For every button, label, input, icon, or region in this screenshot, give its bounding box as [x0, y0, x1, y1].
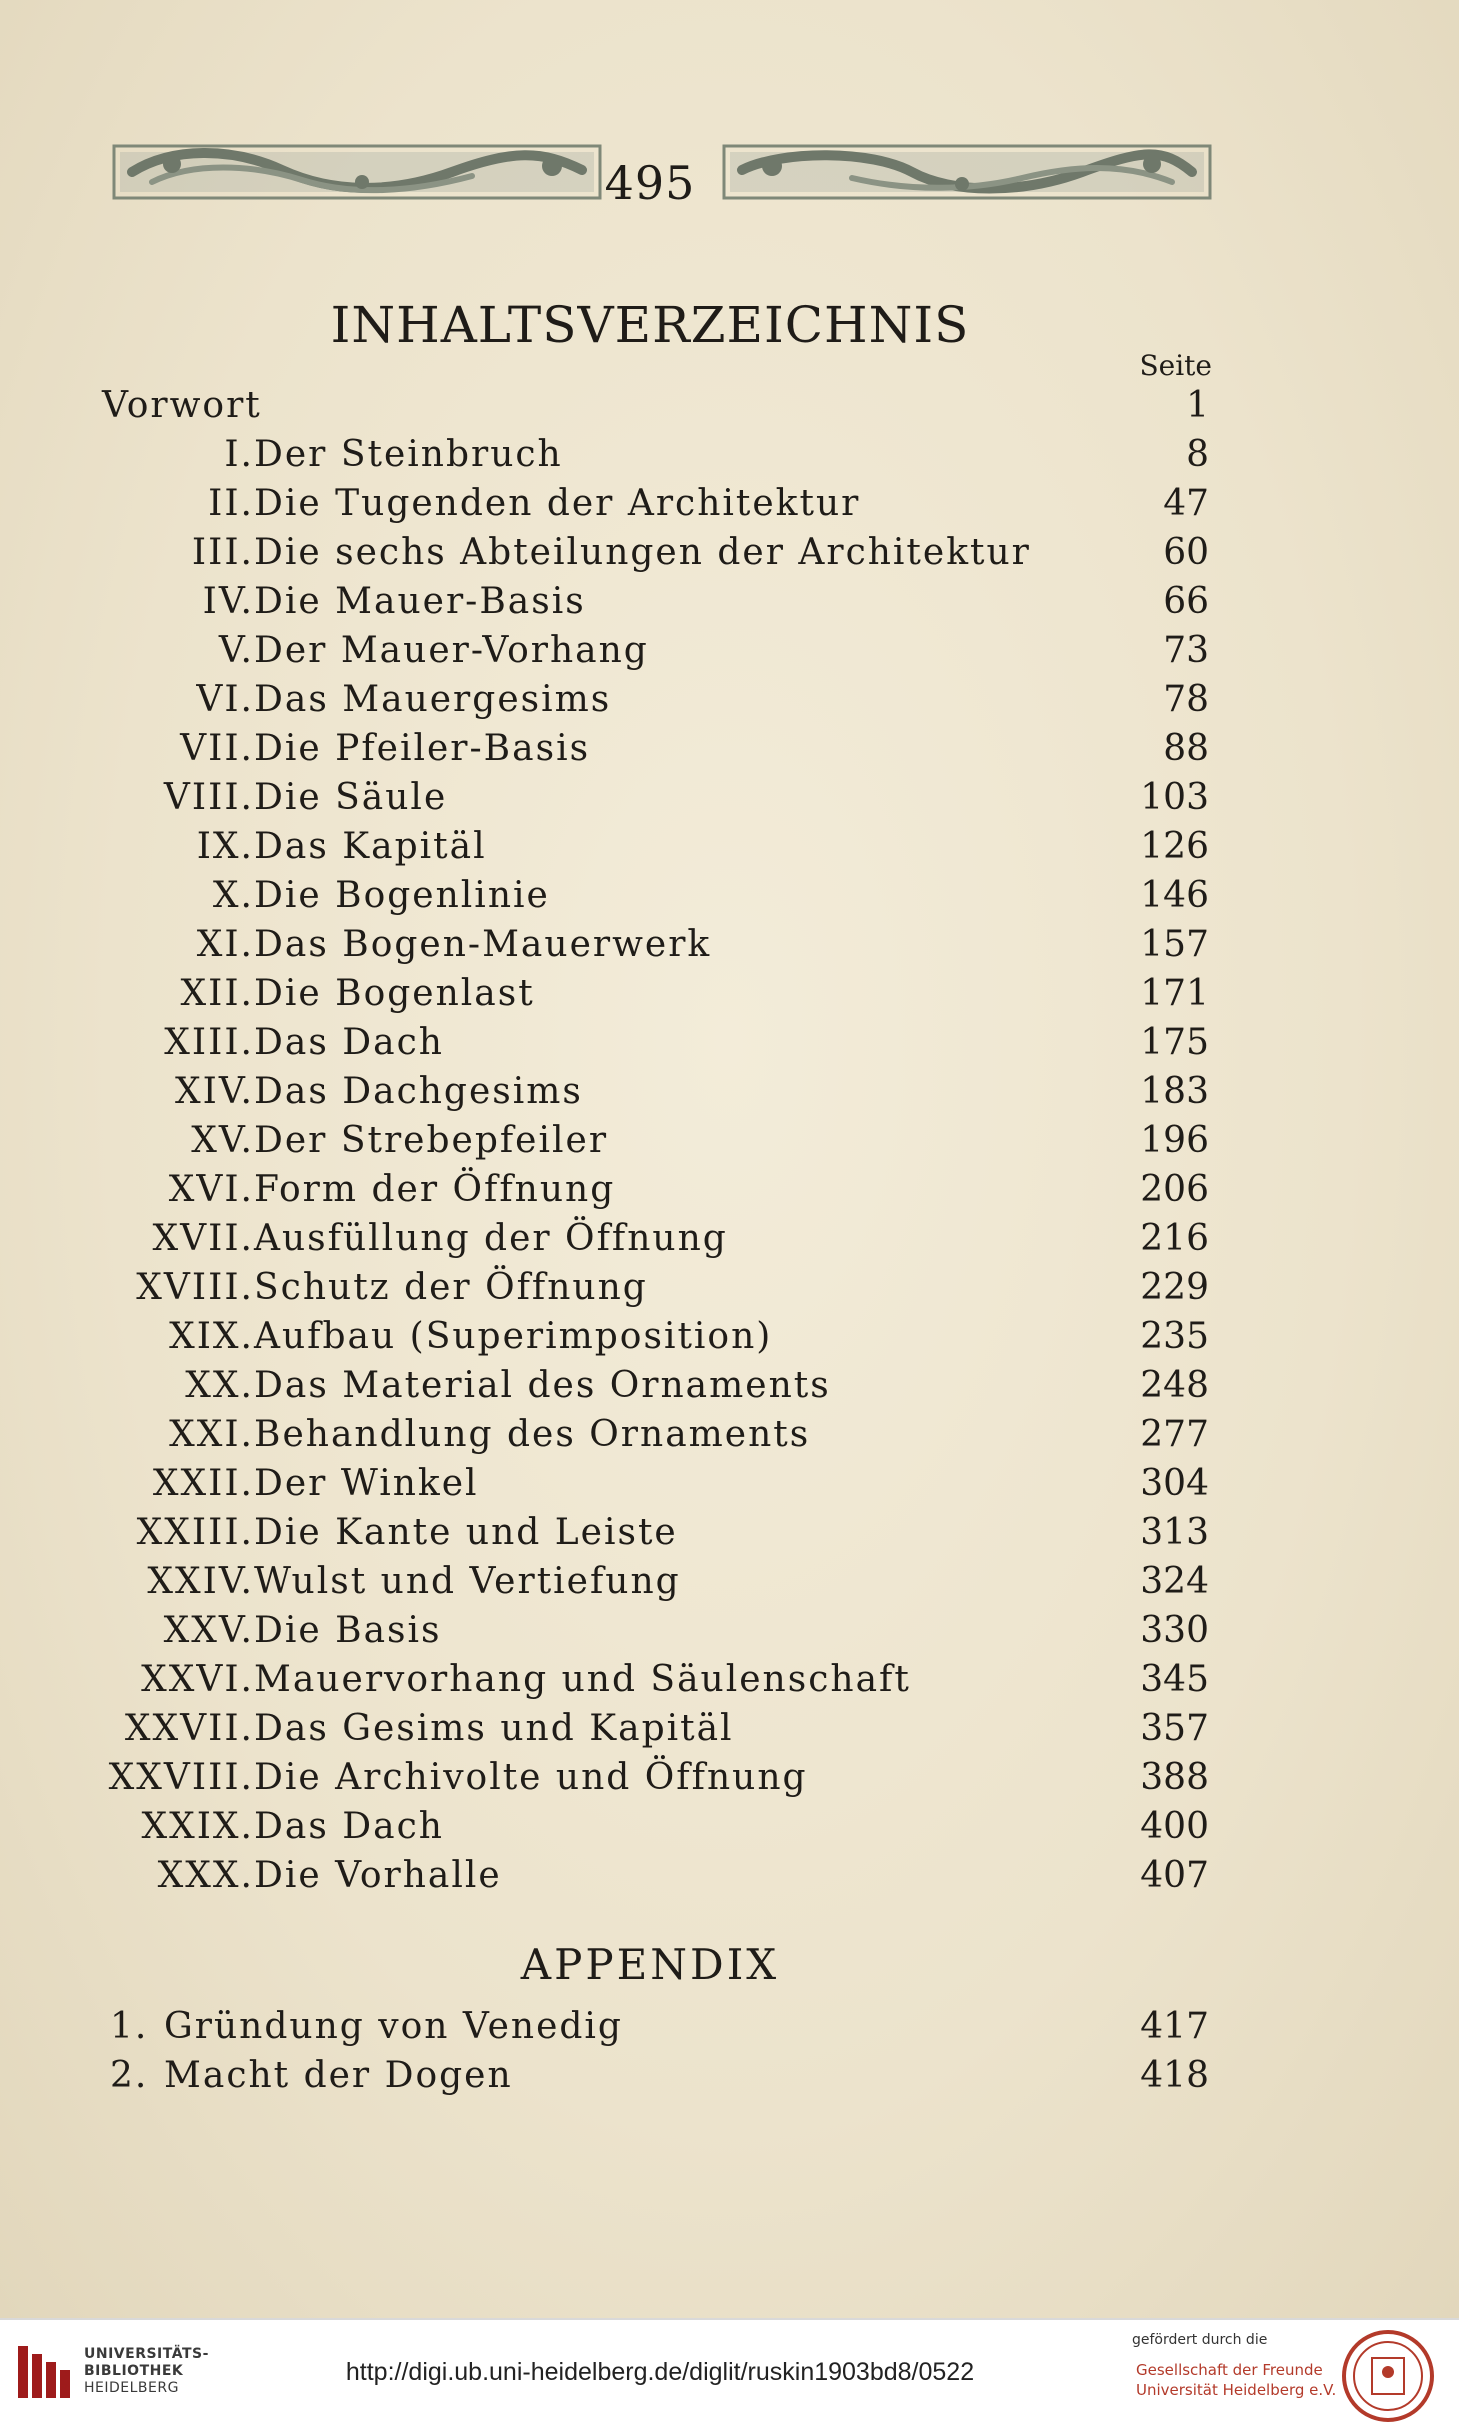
chapter-number: II. [208, 483, 254, 524]
chapter-page: 103 [1140, 777, 1209, 818]
chapter-page: 47 [1163, 483, 1209, 524]
chapter-number: XX. [185, 1365, 254, 1406]
ornament-scroll-left-icon [112, 142, 602, 202]
toc-entry [0, 1509, 1459, 1557]
chapter-title: Das Material des Ornaments [254, 1365, 831, 1406]
toc-entry [0, 1362, 1459, 1410]
chapter-page: 8 [1186, 434, 1209, 475]
chapter-number: XV. [191, 1120, 254, 1161]
chapter-number: IX. [196, 826, 254, 867]
sponsor-name-line: Universität Heidelberg e.V. [1136, 2381, 1337, 2399]
chapter-title: Das Dach [254, 1022, 444, 1063]
chapter-page: 330 [1140, 1610, 1209, 1651]
chapter-page: 196 [1140, 1120, 1209, 1161]
chapter-title: Mauervorhang und Säulenschaft [254, 1659, 911, 1700]
toc-entry [0, 1754, 1459, 1802]
chapter-title: Die Mauer-Basis [254, 581, 586, 622]
chapter-title: Das Bogen-Mauerwerk [254, 924, 712, 965]
toc-entry [0, 1019, 1459, 1067]
ornament-scroll-right-icon [722, 142, 1212, 202]
toc-entry [0, 1166, 1459, 1214]
chapter-number: XVI. [168, 1169, 254, 1210]
toc-entry [0, 431, 1459, 479]
toc-entry-title: Vorwort [102, 385, 262, 426]
footer-bar [0, 2318, 1459, 2428]
chapter-page: 388 [1140, 1757, 1209, 1798]
toc-entry [0, 1411, 1459, 1459]
toc-entry [0, 1313, 1459, 1361]
chapter-number: XXVIII. [108, 1757, 254, 1798]
chapter-page: 407 [1140, 1855, 1209, 1896]
toc-entry [0, 1117, 1459, 1165]
permalink-url[interactable]: http://digi.ub.uni-heidelberg.de/diglit/ruskin1903bd8/0522 [345, 2358, 975, 2386]
chapter-number: V. [218, 630, 254, 671]
chapter-number: X. [212, 875, 254, 916]
toc-entry [0, 1215, 1459, 1263]
chapter-title: Die Bogenlast [254, 973, 535, 1014]
toc-entry [0, 627, 1459, 675]
chapter-number: XXIV. [147, 1561, 254, 1602]
chapter-number: III. [191, 532, 254, 573]
chapter-page: 345 [1140, 1659, 1209, 1700]
appendix-title: APPENDIX [520, 1940, 780, 1989]
toc-entry [0, 1460, 1459, 1508]
chapter-title: Das Dach [254, 1806, 444, 1847]
chapter-page: 146 [1140, 875, 1209, 916]
appendix-entry [0, 2052, 1459, 2100]
chapter-number: XVII. [152, 1218, 254, 1259]
chapter-title: Form der Öffnung [254, 1169, 616, 1210]
ub-heidelberg-logo-icon [14, 2340, 74, 2404]
toc-entry [0, 529, 1459, 577]
toc-entry-page: 1 [1186, 385, 1209, 426]
chapter-page: 126 [1140, 826, 1209, 867]
chapter-page: 66 [1163, 581, 1209, 622]
toc-entry [0, 1558, 1459, 1606]
chapter-number: XXI. [169, 1414, 254, 1455]
chapter-page: 357 [1140, 1708, 1209, 1749]
appendix-entry-page: 418 [1140, 2055, 1209, 2096]
chapter-title: Der Strebepfeiler [254, 1120, 609, 1161]
toc-entry [0, 1705, 1459, 1753]
chapter-number: VII. [180, 728, 254, 769]
chapter-title: Das Mauergesims [254, 679, 612, 720]
toc-entry [0, 921, 1459, 969]
toc-entry [0, 1852, 1459, 1900]
chapter-title: Das Gesims und Kapitäl [254, 1708, 734, 1749]
chapter-number: VIII. [163, 777, 254, 818]
chapter-number: XXVII. [124, 1708, 254, 1749]
chapter-number: VI. [196, 679, 254, 720]
page-number: 495 [604, 156, 696, 210]
library-name-line: UNIVERSITÄTS- [84, 2346, 209, 2362]
toc-entry [0, 1264, 1459, 1312]
chapter-title: Das Dachgesims [254, 1071, 583, 1112]
chapter-page: 175 [1140, 1022, 1209, 1063]
toc-entry [0, 1803, 1459, 1851]
chapter-number: XIII. [164, 1022, 254, 1063]
appendix-number: 2. [110, 2055, 149, 2096]
chapter-page: 216 [1140, 1218, 1209, 1259]
sponsor-name [1136, 2360, 1336, 2400]
chapter-number: XXII. [152, 1463, 254, 1504]
chapter-title: Die Archivolte und Öffnung [254, 1757, 808, 1798]
chapter-title: Die sechs Abteilungen der Architektur [254, 532, 1031, 573]
library-name-line: HEIDELBERG [84, 2380, 179, 2396]
chapter-title: Die Säule [254, 777, 448, 818]
chapter-title: Die Basis [254, 1610, 442, 1651]
chapter-number: I. [224, 434, 254, 475]
library-name [84, 2346, 209, 2397]
university-seal-icon [1340, 2328, 1436, 2424]
chapter-title: Der Steinbruch [254, 434, 563, 475]
chapter-title: Die Pfeiler-Basis [254, 728, 591, 769]
appendix-entry-title: Gründung von Venedig [164, 2006, 623, 2047]
chapter-title: Wulst und Vertiefung [254, 1561, 681, 1602]
chapter-page: 78 [1163, 679, 1209, 720]
chapter-title: Die Tugenden der Architektur [254, 483, 861, 524]
chapter-page: 171 [1140, 973, 1209, 1014]
page-column-label: Seite [1139, 349, 1212, 382]
chapter-title: Die Vorhalle [254, 1855, 502, 1896]
chapter-title: Der Mauer-Vorhang [254, 630, 649, 671]
chapter-title: Die Kante und Leiste [254, 1512, 678, 1553]
chapter-page: 157 [1140, 924, 1209, 965]
chapter-number: XXV. [163, 1610, 254, 1651]
chapter-page: 73 [1163, 630, 1209, 671]
toc-entry [0, 578, 1459, 626]
chapter-number: XIV. [175, 1071, 254, 1112]
toc-entry [0, 725, 1459, 773]
chapter-page: 206 [1140, 1169, 1209, 1210]
appendix-number: 1. [110, 2006, 149, 2047]
chapter-title: Behandlung des Ornaments [254, 1414, 811, 1455]
chapter-title: Ausfüllung der Öffnung [254, 1218, 728, 1259]
toc-entry [0, 1607, 1459, 1655]
toc-entry [0, 774, 1459, 822]
chapter-page: 60 [1163, 532, 1209, 573]
chapter-page: 304 [1140, 1463, 1209, 1504]
sponsor-name-line: Gesellschaft der Freunde [1136, 2361, 1323, 2379]
toc-entry [0, 480, 1459, 528]
toc-entry [0, 872, 1459, 920]
chapter-number: XVIII. [136, 1267, 254, 1308]
chapter-title: Die Bogenlinie [254, 875, 550, 916]
chapter-page: 324 [1140, 1561, 1209, 1602]
toc-entry [0, 1656, 1459, 1704]
chapter-page: 183 [1140, 1071, 1209, 1112]
toc-entry [0, 676, 1459, 724]
chapter-number: XI. [196, 924, 254, 965]
toc-entry [0, 970, 1459, 1018]
appendix-entry-title: Macht der Dogen [164, 2055, 513, 2096]
sponsor-caption: gefördert durch die [1132, 2332, 1268, 2348]
appendix-entry [0, 2003, 1459, 2051]
chapter-page: 88 [1163, 728, 1209, 769]
chapter-number: XXIX. [141, 1806, 254, 1847]
chapter-number: XIX. [169, 1316, 254, 1357]
appendix-entry-page: 417 [1140, 2006, 1209, 2047]
chapter-title: Schutz der Öffnung [254, 1267, 648, 1308]
chapter-page: 313 [1140, 1512, 1209, 1553]
chapter-page: 235 [1140, 1316, 1209, 1357]
chapter-page: 277 [1140, 1414, 1209, 1455]
toc-title: INHALTSVERZEICHNIS [330, 296, 970, 354]
chapter-title: Der Winkel [254, 1463, 479, 1504]
chapter-page: 229 [1140, 1267, 1209, 1308]
toc-entry-preface [0, 382, 1459, 430]
chapter-number: XXIII. [136, 1512, 254, 1553]
chapter-number: XXX. [157, 1855, 254, 1896]
toc-entry [0, 823, 1459, 871]
chapter-page: 248 [1140, 1365, 1209, 1406]
library-name-line: BIBLIOTHEK [84, 2363, 184, 2379]
chapter-page: 400 [1140, 1806, 1209, 1847]
chapter-title: Aufbau (Superimposition) [254, 1316, 773, 1357]
chapter-number: XXVI. [141, 1659, 254, 1700]
chapter-number: IV. [202, 581, 254, 622]
chapter-number: XII. [180, 973, 254, 1014]
toc-entry [0, 1068, 1459, 1116]
chapter-title: Das Kapitäl [254, 826, 487, 867]
